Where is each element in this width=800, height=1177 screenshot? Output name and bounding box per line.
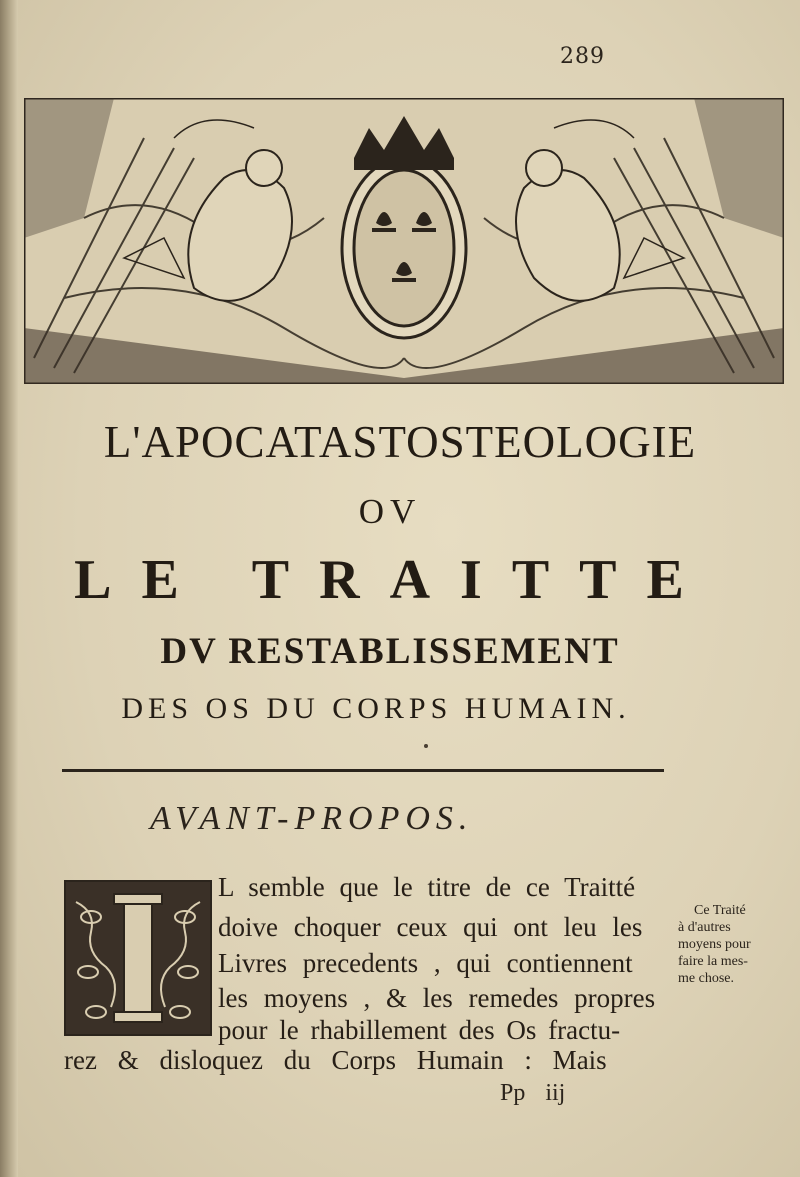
- ornament-dot: [424, 744, 428, 748]
- margin-note-line: moyens pour: [678, 937, 751, 952]
- section-heading: AVANT-PROPOS.: [150, 800, 474, 837]
- body-line-2: doive choquer ceux qui ont leu les: [218, 912, 643, 942]
- title-line-2: OV: [358, 492, 422, 531]
- title-line-5: DES OS DU CORPS HUMAIN.: [121, 692, 631, 725]
- signature-mark: Pp iij: [500, 1080, 566, 1106]
- margin-note-line: Ce Traité: [694, 903, 746, 918]
- title-line-4: DV RESTABLISSEMENT: [160, 631, 620, 672]
- woodcut-headpiece: [24, 98, 784, 384]
- margin-note-line: faire la mes-: [678, 954, 748, 969]
- title-line-3: LE TRAITTE: [74, 549, 714, 611]
- body-line-3: Livres precedents , qui contiennent: [218, 948, 633, 978]
- body-line-5: pour le rhabillement des Os fractu-: [218, 1015, 621, 1045]
- horizontal-rule: [62, 769, 664, 772]
- page-number: 289: [560, 44, 605, 69]
- title-line-1: L'APOCATASTOSTEOLOGIE: [103, 417, 697, 467]
- decorated-initial-i: [64, 880, 212, 1036]
- margin-note-line: me chose.: [678, 971, 734, 986]
- body-line-4: les moyens , & les remedes propres: [218, 983, 656, 1013]
- body-line-6: rez & disloquez du Corps Humain : Mais: [64, 1045, 607, 1075]
- body-line-1: L semble que le titre de ce Traitté: [218, 872, 636, 902]
- margin-note-line: à d'autres: [678, 920, 731, 935]
- margin-note: [678, 902, 788, 987]
